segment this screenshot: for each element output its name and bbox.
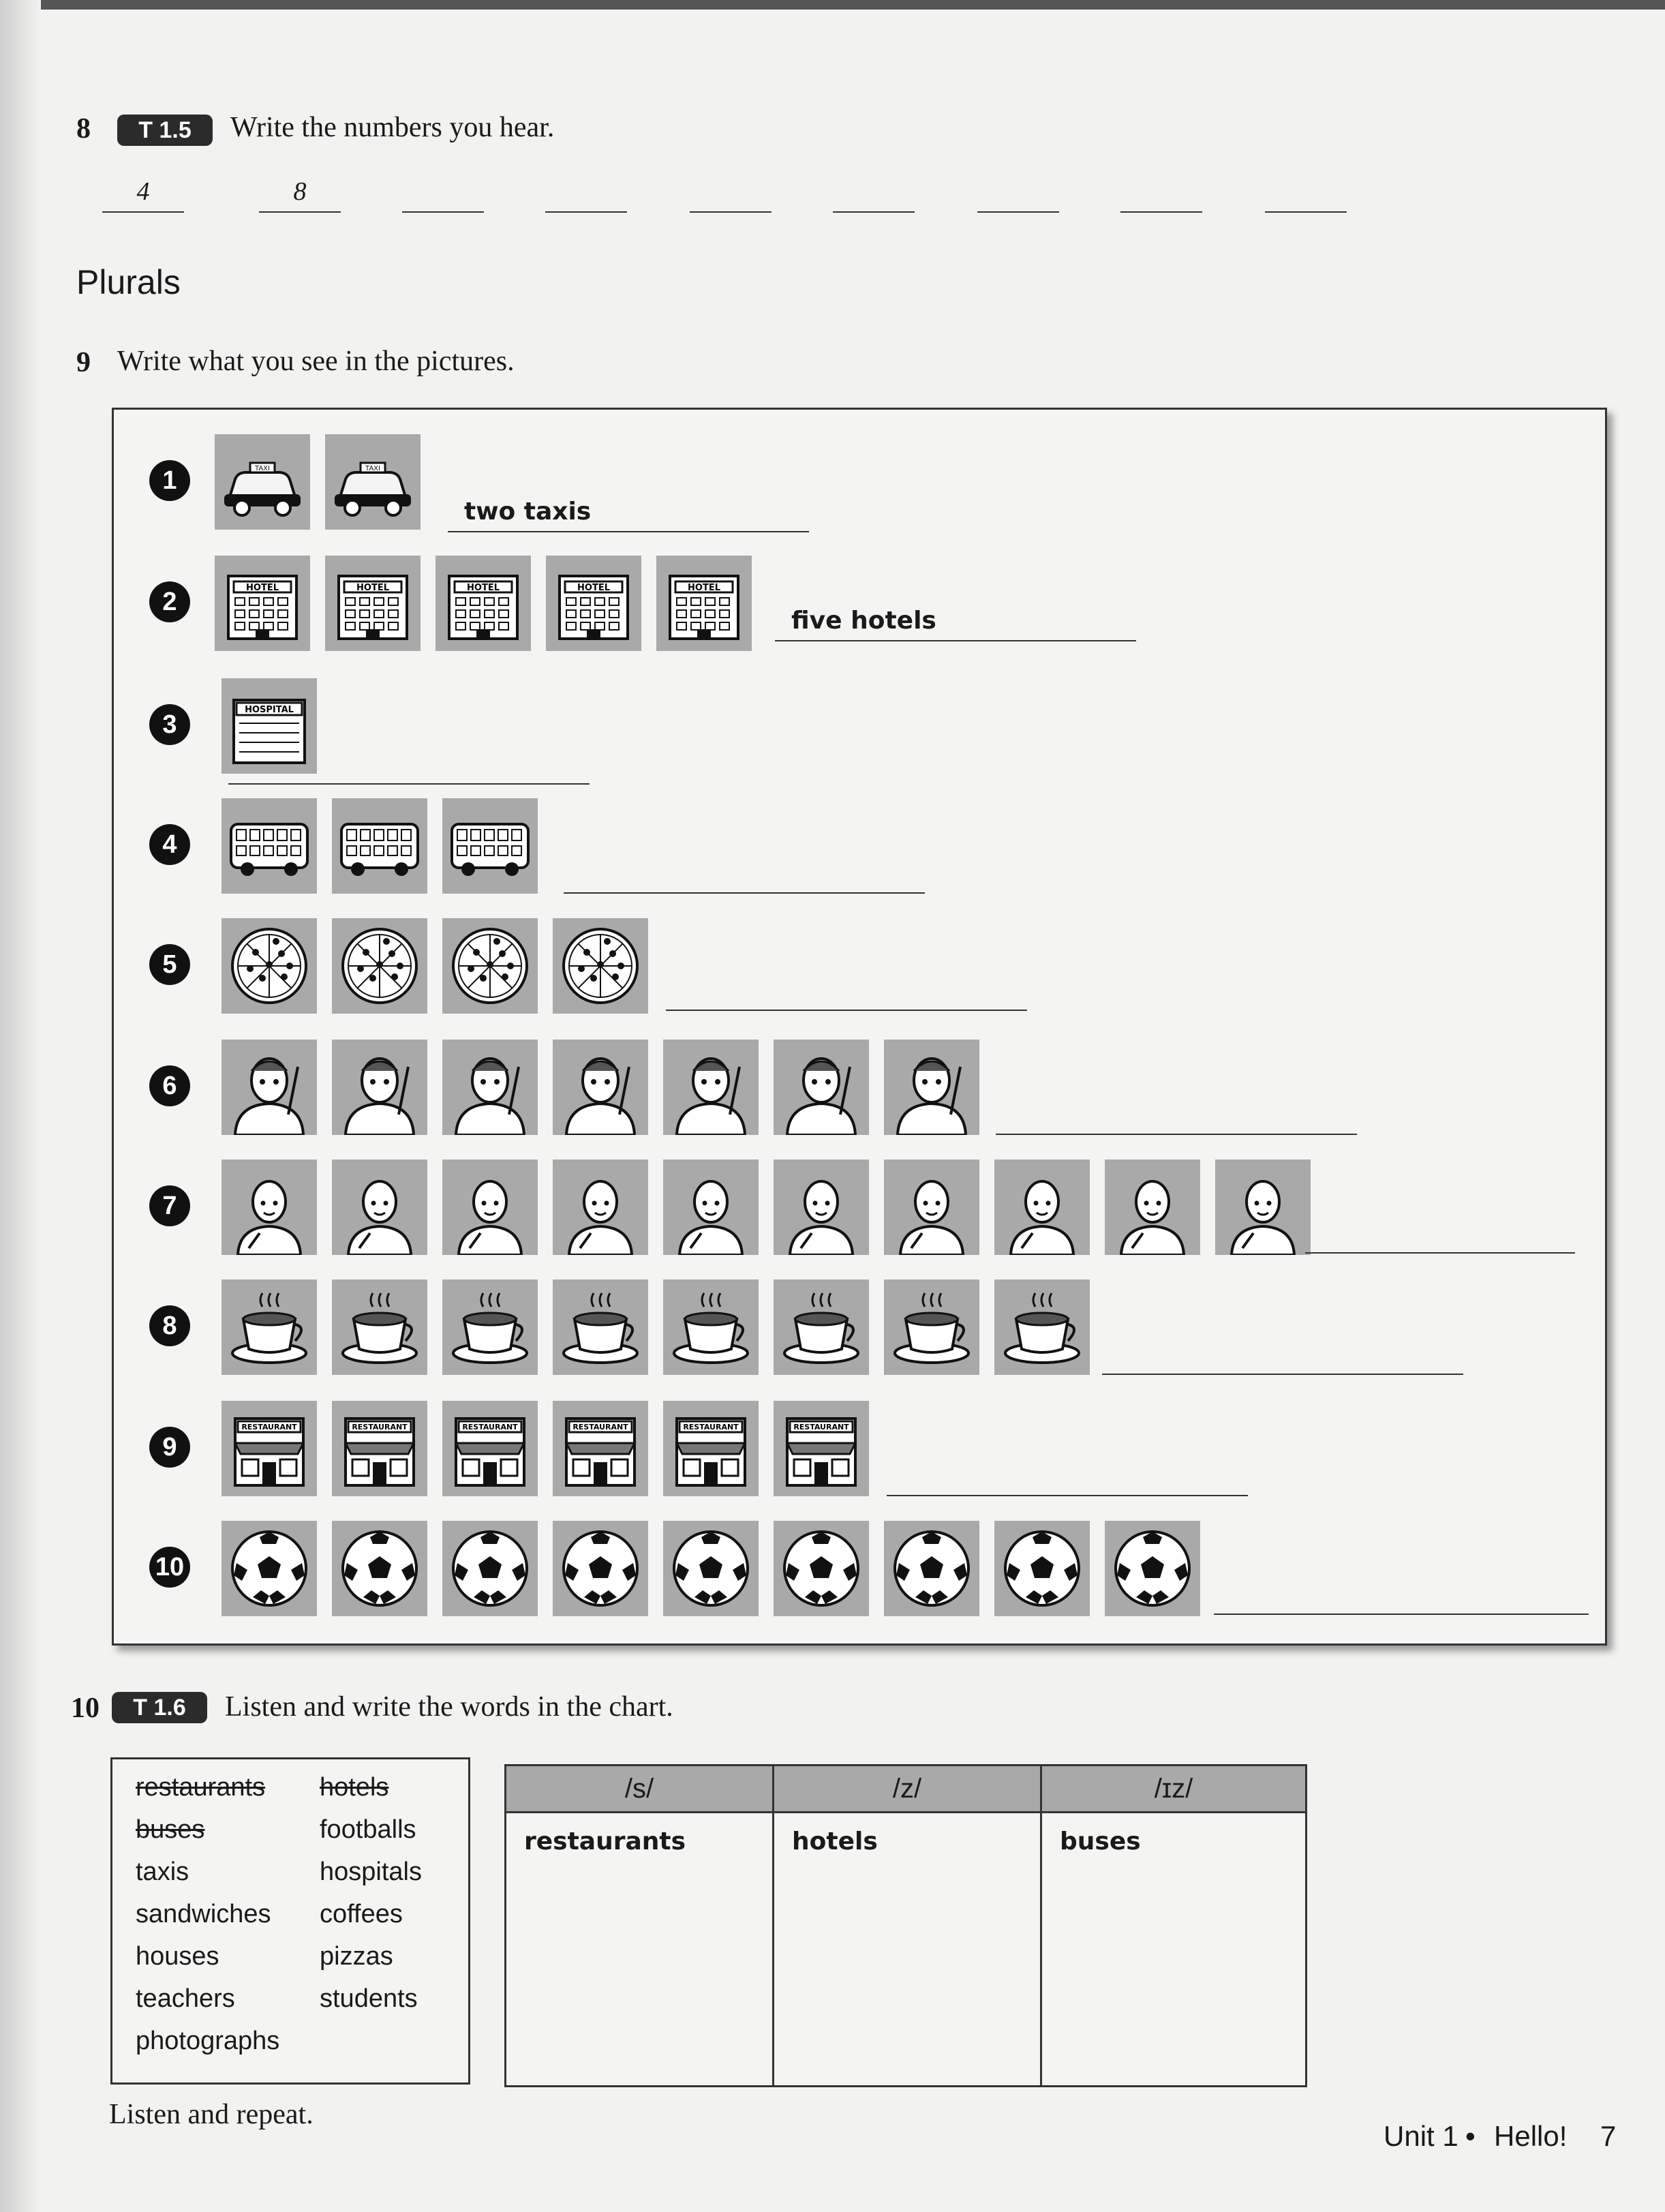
- sound-chart: [504, 1764, 1307, 2087]
- hotel-icon: [215, 556, 310, 651]
- teacher-icon: [884, 1040, 979, 1135]
- pizza-icon: [553, 918, 648, 1014]
- teacher-icon: [663, 1040, 759, 1135]
- answer-line[interactable]: [666, 969, 1027, 1011]
- answer-line[interactable]: [564, 851, 925, 894]
- restaurant-icon: [222, 1401, 317, 1496]
- svg-text:TAXI: TAXI: [255, 465, 270, 472]
- svg-text:RESTAURANT: RESTAURANT: [683, 1423, 739, 1431]
- word-box-item: teachers: [136, 1984, 235, 2013]
- number-answer-blank[interactable]: [690, 172, 772, 213]
- number-answer-blank[interactable]: [1265, 172, 1347, 213]
- svg-text:HOTEL: HOTEL: [356, 583, 389, 593]
- picture-row: [114, 1397, 1605, 1499]
- teacher-icon: [553, 1040, 648, 1135]
- word-box-item: photographs: [136, 2027, 280, 2055]
- football-icon: [663, 1521, 759, 1616]
- bus-icon: [332, 798, 427, 894]
- teacher-icon: [222, 1040, 317, 1135]
- exercise-10-instruction: Listen and write the words in the chart.: [225, 1691, 673, 1723]
- chart-example-iz: buses: [1060, 1828, 1141, 1855]
- coffee-icon: [884, 1279, 979, 1375]
- teacher-icon: [332, 1040, 427, 1135]
- word-box-item: houses: [136, 1942, 219, 1971]
- taxi-icon: [215, 434, 310, 530]
- student-icon: [332, 1160, 427, 1255]
- svg-text:RESTAURANT: RESTAURANT: [572, 1423, 628, 1431]
- pictures-panel: [112, 408, 1607, 1646]
- coffee-icon: [774, 1279, 869, 1375]
- word-box-item: buses: [136, 1815, 205, 1844]
- word-box-item: sandwiches: [136, 1900, 271, 1928]
- chart-example-s: restaurants: [524, 1828, 686, 1855]
- answer-line[interactable]: [1214, 1573, 1589, 1615]
- teacher-icon: [774, 1040, 869, 1135]
- page-top-edge: [0, 0, 1665, 10]
- football-icon: [553, 1521, 648, 1616]
- chart-header-s: /s/: [506, 1766, 772, 1813]
- svg-text:HOSPITAL: HOSPITAL: [245, 705, 294, 715]
- chart-example-z: hotels: [792, 1828, 878, 1855]
- number-answer-blank[interactable]: [402, 172, 484, 213]
- svg-text:HOTEL: HOTEL: [467, 583, 500, 593]
- football-icon: [1105, 1521, 1200, 1616]
- item-number: 9: [149, 1427, 190, 1468]
- word-box-item: pizzas: [320, 1942, 393, 1971]
- page-binding-shadow: [0, 0, 41, 2212]
- answer-line[interactable]: [996, 1093, 1357, 1135]
- coffee-icon: [222, 1279, 317, 1375]
- hotel-icon: [325, 556, 421, 651]
- svg-text:RESTAURANT: RESTAURANT: [793, 1423, 849, 1431]
- number-answer-blank[interactable]: [833, 172, 915, 213]
- restaurant-icon: [553, 1401, 648, 1496]
- restaurant-icon: [774, 1401, 869, 1496]
- student-icon: [553, 1160, 648, 1255]
- number-answer-blank[interactable]: 4: [102, 172, 184, 213]
- word-box-item: students: [320, 1984, 418, 2013]
- exercise-9-instruction: Write what you see in the pictures.: [117, 346, 515, 377]
- coffee-icon: [553, 1279, 648, 1375]
- number-answer-blank[interactable]: [545, 172, 627, 213]
- section-heading-plurals: Plurals: [76, 263, 181, 301]
- taxi-icon: [325, 434, 421, 530]
- bus-icon: [222, 798, 317, 894]
- exercise-8-instruction: Write the numbers you hear.: [230, 112, 555, 143]
- coffee-icon: [332, 1279, 427, 1375]
- student-icon: [663, 1160, 759, 1255]
- svg-text:RESTAURANT: RESTAURANT: [462, 1423, 518, 1431]
- word-box-item: taxis: [136, 1858, 189, 1886]
- student-icon: [1105, 1160, 1200, 1255]
- footer-unit: Unit 1: [1384, 2120, 1458, 2152]
- pizza-icon: [222, 918, 317, 1014]
- picture-row: [114, 1035, 1605, 1138]
- pizza-icon: [332, 918, 427, 1014]
- picture-row: [114, 430, 1605, 532]
- footer-title: Hello!: [1494, 2120, 1568, 2152]
- answer-line[interactable]: [887, 1454, 1248, 1496]
- student-icon: [884, 1160, 979, 1255]
- exercise-9-number: 9: [76, 347, 91, 378]
- answer-line[interactable]: five hotels: [775, 599, 1136, 641]
- coffee-icon: [663, 1279, 759, 1375]
- word-box-item: footballs: [320, 1815, 416, 1844]
- track-badge-t1-5: T 1.5: [117, 115, 213, 146]
- number-answer-blank[interactable]: [977, 172, 1059, 213]
- number-answer-blank[interactable]: [1120, 172, 1202, 213]
- svg-text:HOTEL: HOTEL: [246, 583, 279, 593]
- svg-text:RESTAURANT: RESTAURANT: [241, 1423, 297, 1431]
- bus-icon: [442, 798, 538, 894]
- hotel-icon: [656, 556, 752, 651]
- student-icon: [222, 1160, 317, 1255]
- football-icon: [442, 1521, 538, 1616]
- football-icon: [332, 1521, 427, 1616]
- word-box: [110, 1757, 470, 2085]
- answer-line[interactable]: two taxis: [448, 490, 809, 532]
- hotel-icon: [546, 556, 641, 651]
- item-number: 1: [149, 460, 190, 501]
- chart-header-iz: /ɪz/: [1042, 1766, 1305, 1813]
- answer-line[interactable]: [1102, 1333, 1463, 1375]
- item-number: 3: [149, 704, 190, 745]
- exercise-8-number: 8: [76, 113, 91, 145]
- teacher-icon: [442, 1040, 538, 1135]
- coffee-icon: [994, 1279, 1090, 1375]
- footer-bullet: •: [1465, 2120, 1476, 2152]
- pizza-icon: [442, 918, 538, 1014]
- hotel-icon: [436, 556, 531, 651]
- page-number: 7: [1600, 2120, 1617, 2152]
- football-icon: [222, 1521, 317, 1616]
- football-icon: [884, 1521, 979, 1616]
- student-icon: [774, 1160, 869, 1255]
- chart-divider: [1040, 1766, 1042, 2085]
- word-box-item: coffees: [320, 1900, 403, 1928]
- answer-line[interactable]: [228, 742, 590, 785]
- student-icon: [994, 1160, 1090, 1255]
- football-icon: [774, 1521, 869, 1616]
- item-number: 10: [149, 1547, 190, 1588]
- chart-divider: [772, 1766, 774, 2085]
- svg-text:HOTEL: HOTEL: [688, 583, 720, 593]
- word-box-item: hospitals: [320, 1858, 422, 1886]
- chart-header-z: /z/: [774, 1766, 1040, 1813]
- track-badge-t1-6: T 1.6: [112, 1692, 207, 1723]
- listen-and-repeat: Listen and repeat.: [109, 2099, 314, 2130]
- svg-text:HOTEL: HOTEL: [577, 583, 610, 593]
- football-icon: [994, 1521, 1090, 1616]
- svg-text:RESTAURANT: RESTAURANT: [352, 1423, 408, 1431]
- svg-text:TAXI: TAXI: [365, 465, 380, 472]
- student-icon: [1215, 1160, 1311, 1255]
- restaurant-icon: [663, 1401, 759, 1496]
- exercise-10-number: 10: [71, 1693, 100, 1724]
- number-answer-blank[interactable]: 8: [259, 172, 341, 213]
- student-icon: [442, 1160, 538, 1255]
- answer-line[interactable]: [1305, 1211, 1575, 1254]
- word-box-item: hotels: [320, 1773, 389, 1802]
- item-number: 2: [149, 581, 190, 622]
- coffee-icon: [442, 1279, 538, 1375]
- item-number: 4: [149, 824, 190, 865]
- item-number: 6: [149, 1065, 190, 1106]
- item-number: 7: [149, 1185, 190, 1226]
- word-box-item: restaurants: [136, 1773, 266, 1802]
- restaurant-icon: [332, 1401, 427, 1496]
- item-number: 8: [149, 1305, 190, 1346]
- item-number: 5: [149, 944, 190, 985]
- restaurant-icon: [442, 1401, 538, 1496]
